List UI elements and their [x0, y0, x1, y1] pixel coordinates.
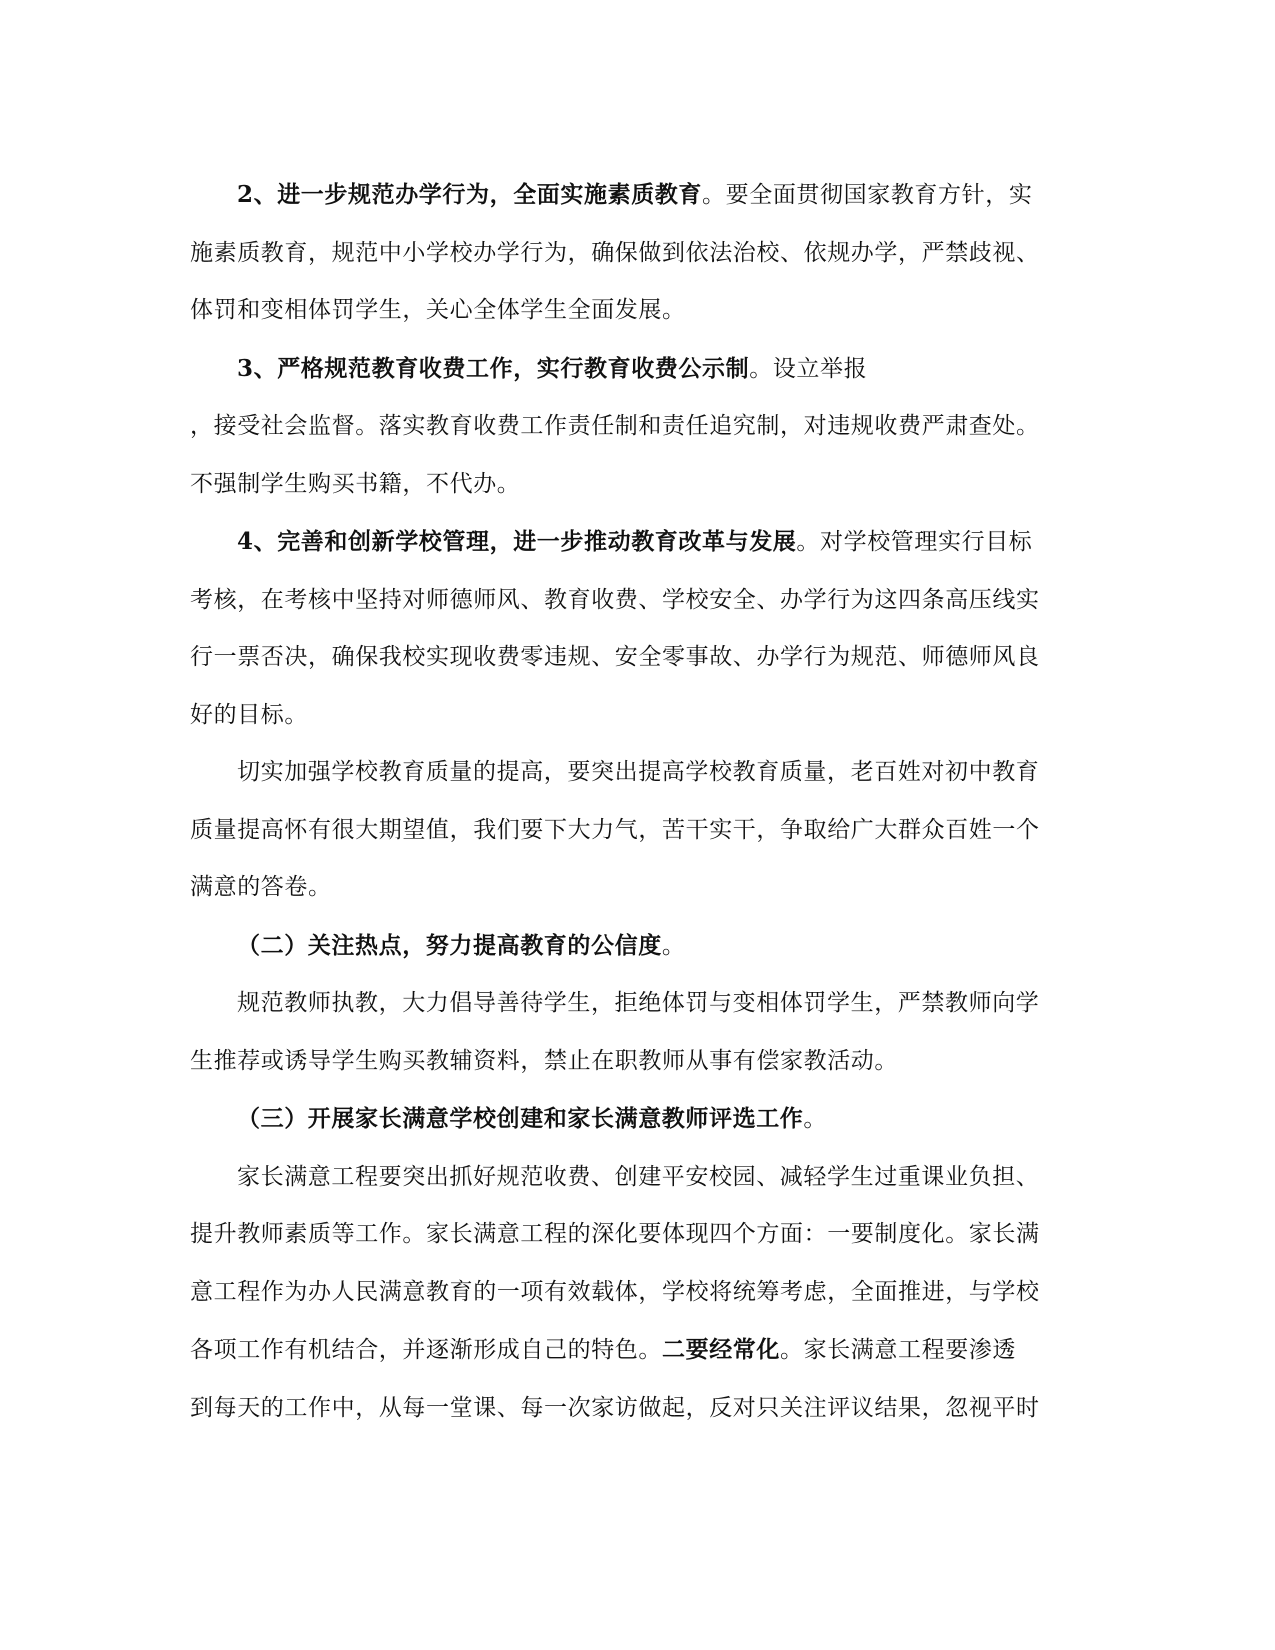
text-line: 。设立举报	[749, 355, 868, 382]
text-line: 体罚和变相体罚学生，关心全体学生全面发展。	[190, 297, 686, 323]
text-fragment: 。家长满意工程要渗透	[780, 1337, 1016, 1363]
text-line: 提升教师素质等工作。家长满意工程的深化要体现四个方面：一要制度化。家长满	[190, 1221, 1040, 1247]
text-line: 行一票否决，确保我校实现收费零违规、安全零事故、办学行为规范、师德师风良	[190, 644, 1040, 670]
text-line: ，接受社会监督。落实教育收费工作责任制和责任追究制，对违规收费严肃查处。	[190, 413, 1040, 439]
section-heading-tail: 。	[661, 932, 686, 959]
paragraph-heading: 4、完善和创新学校管理，进一步推动教育改革与发展	[237, 528, 797, 555]
text-line: 。对学校管理实行目标	[796, 529, 1033, 555]
text-line: 生推荐或诱导学生购买教辅资料，禁止在职教师从事有偿家教活动。	[190, 1047, 898, 1074]
inline-bold-text: 二要经常化	[662, 1336, 780, 1363]
text-line: 各项工作有机结合，并逐渐形成自己的特色。	[190, 1337, 662, 1363]
paragraph-heading: 3、严格规范教育收费工作，实行教育收费公示制	[237, 354, 750, 382]
paragraph-parent-satisfaction	[190, 1149, 1090, 1438]
text-line: 满意的答卷。	[190, 874, 332, 900]
text-line: 。要全面贯彻国家教育方针，实	[702, 182, 1033, 208]
section-heading-text: （二）关注热点，努力提高教育的公信度	[237, 931, 662, 959]
text-line: 质量提高怀有很大期望值，我们要下大力气，苦干实干，争取给广大群众百姓一个	[190, 816, 1040, 843]
paragraph-2-standardize-school-conduct	[190, 166, 1090, 340]
paragraph-teacher-conduct	[190, 975, 1090, 1090]
document-body	[190, 166, 1090, 1437]
paragraph-3-fee-regulation	[190, 340, 1090, 514]
text-line: 不强制学生购买书籍，不代办。	[190, 470, 521, 497]
text-line: 切实加强学校教育质量的提高，要突出提高学校教育质量，老百姓对初中教育	[237, 759, 1040, 785]
text-line: 好的目标。	[190, 701, 308, 728]
section-heading-text: （三）开展家长满意学校创建和家长满意教师评选工作	[237, 1105, 804, 1132]
text-line: 意工程作为办人民满意教育的一项有效载体，学校将统筹考虑，全面推进，与学校	[190, 1278, 1040, 1305]
text-line: 到每天的工作中，从每一堂课、每一次家访做起，反对只关注评议结果，忽视平时	[190, 1394, 1040, 1421]
text-line: 施素质教育，规范中小学校办学行为，确保做到依法治校、依规办学，严禁歧视、	[190, 239, 1040, 266]
section-heading-3	[190, 1090, 1090, 1149]
paragraph-heading: 2、进一步规范办学行为，全面实施素质教育	[237, 181, 703, 208]
paragraph-4-school-management	[190, 513, 1090, 744]
section-heading-2	[190, 917, 1090, 976]
text-line: 家长满意工程要突出抓好规范收费、创建平安校园、减轻学生过重课业负担、	[237, 1163, 1040, 1190]
paragraph-education-quality	[190, 744, 1090, 917]
section-heading-tail: 。	[803, 1106, 828, 1132]
text-line: 考核，在考核中坚持对师德师风、教育收费、学校安全、办学行为这四条高压线实	[190, 586, 1040, 613]
text-line: 规范教师执教，大力倡导善待学生，拒绝体罚与变相体罚学生，严禁教师向学	[237, 990, 1040, 1016]
